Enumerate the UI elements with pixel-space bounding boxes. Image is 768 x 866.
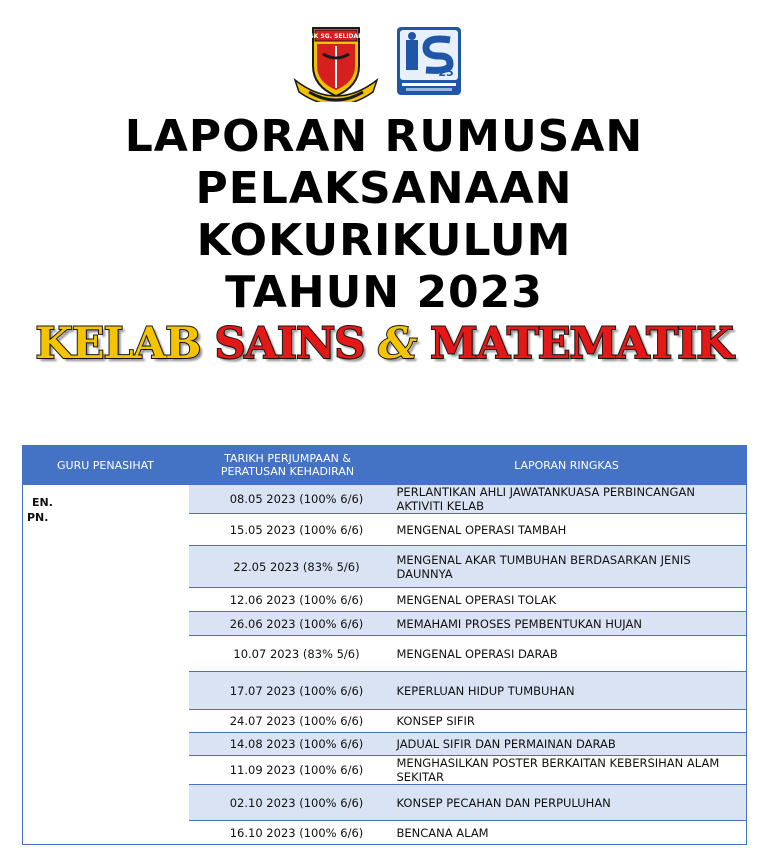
meeting-date: 08.05 2023 (100% 6/6) xyxy=(189,485,387,514)
advisor-cell xyxy=(23,485,189,845)
report-summary: MENGENAL OPERASI DARAB xyxy=(387,636,747,672)
report-summary: KEPERLUAN HIDUP TUMBUHAN xyxy=(387,672,747,710)
header-tarikh: TARIKH PERJUMPAAN & PERATUSAN KEHADIRAN xyxy=(189,446,387,485)
report-summary: MENGENAL OPERASI TAMBAH xyxy=(387,514,747,546)
report-summary: MENGHASILKAN POSTER BERKAITAN KEBERSIHAN ALAM SEKITAR xyxy=(387,756,747,785)
advisor-1: EN. xyxy=(32,496,53,509)
meeting-date: 11.09 2023 (100% 6/6) xyxy=(189,756,387,785)
report-summary: MENGENAL AKAR TUMBUHAN BERDASARKAN JENIS DAUNNYA xyxy=(387,546,747,588)
meeting-date: 10.07 2023 (83% 5/6) xyxy=(189,636,387,672)
title-line: KOKURIKULUM xyxy=(196,215,572,266)
report-summary: MEMAHAMI PROSES PEMBENTUKAN HUJAN xyxy=(387,612,747,636)
report-summary: JADUAL SIFIR DAN PERMAINAN DARAB xyxy=(387,733,747,756)
advisor-2: PN. xyxy=(27,511,49,524)
report-summary: KONSEP SIFIR xyxy=(387,710,747,733)
title-line: PELAKSANAAN xyxy=(195,163,573,214)
meeting-date: 17.07 2023 (100% 6/6) xyxy=(189,672,387,710)
logos xyxy=(0,22,768,104)
school-crest-text: SK SG. SELIDAP xyxy=(309,33,363,40)
meeting-date: 26.06 2023 (100% 6/6) xyxy=(189,612,387,636)
club-word: SAINS xyxy=(214,319,365,369)
report-table xyxy=(22,445,747,845)
meeting-date: 24.07 2023 (100% 6/6) xyxy=(189,710,387,733)
club-ampersand: & xyxy=(378,319,417,369)
sip-logo-number: 25 xyxy=(438,66,454,79)
sip-program-logo xyxy=(396,26,462,96)
meeting-date: 12.06 2023 (100% 6/6) xyxy=(189,588,387,612)
report-summary: PERLANTIKAN AHLI JAWATANKUASA PERBINCANGAN AKTIVITI KELAB xyxy=(387,485,747,514)
meeting-date: 15.05 2023 (100% 6/6) xyxy=(189,514,387,546)
school-crest-logo xyxy=(293,22,379,102)
table-header-row xyxy=(23,446,747,485)
report-table-wrapper xyxy=(22,445,746,845)
report-summary: KONSEP PECAHAN DAN PERPULUHAN xyxy=(387,785,747,821)
club-word: MATEMATIK xyxy=(430,319,733,369)
meeting-date: 16.10 2023 (100% 6/6) xyxy=(189,821,387,845)
club-word: KELAB xyxy=(35,319,201,369)
title-line: LAPORAN RUMUSAN xyxy=(124,111,644,162)
report-summary: BENCANA ALAM xyxy=(387,821,747,845)
meeting-date: 02.10 2023 (100% 6/6) xyxy=(189,785,387,821)
title-line: TAHUN 2023 xyxy=(225,267,543,318)
meeting-date: 22.05 2023 (83% 5/6) xyxy=(189,546,387,588)
club-name-banner xyxy=(0,318,768,370)
meeting-date: 14.08 2023 (100% 6/6) xyxy=(189,733,387,756)
header-guru: GURU PENASIHAT xyxy=(23,446,189,485)
report-title xyxy=(0,111,768,319)
header-laporan: LAPORAN RINGKAS xyxy=(387,446,747,485)
report-summary: MENGENAL OPERASI TOLAK xyxy=(387,588,747,612)
table-row xyxy=(23,485,747,514)
